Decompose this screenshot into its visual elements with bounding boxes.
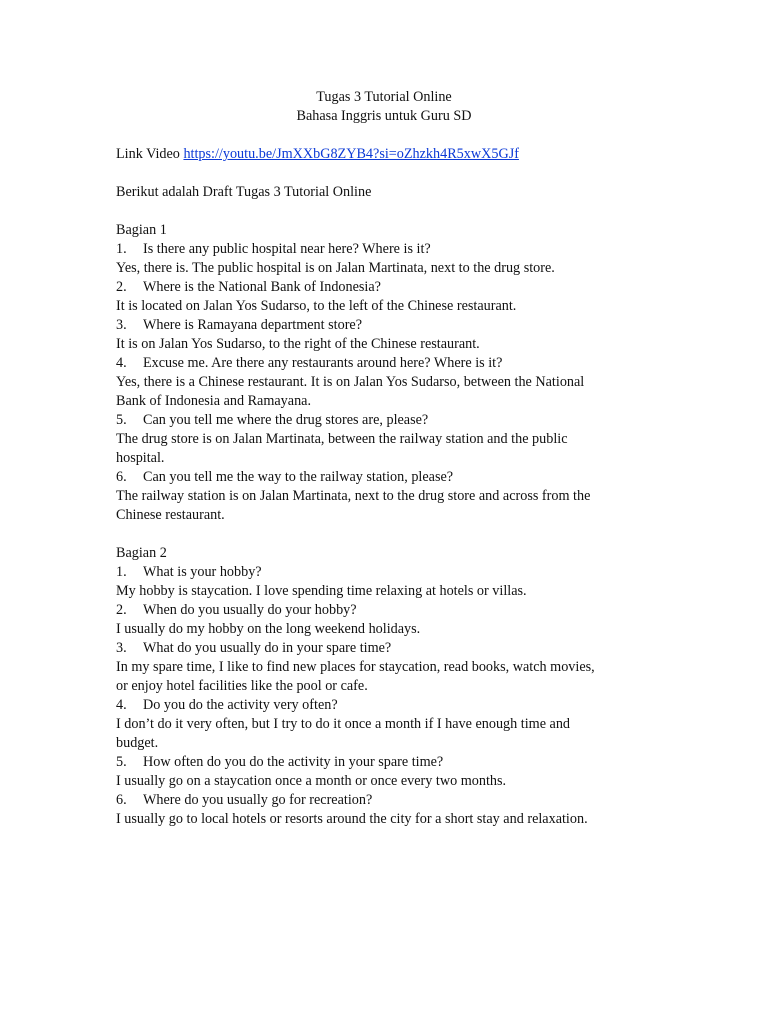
question-line — [116, 240, 656, 259]
spacer — [116, 202, 656, 221]
answer-line: Chinese restaurant. — [116, 507, 225, 523]
answer-line: Yes, there is. The public hospital is on Jalan Martinata, next to the drug store. — [116, 260, 555, 276]
question-text: Can you tell me where the drug stores are, please? — [143, 412, 429, 428]
question-line — [116, 563, 656, 582]
question-text: Is there any public hospital near here? Where is it? — [143, 241, 431, 257]
answer-line: It is on Jalan Yos Sudarso, to the right of the Chinese restaurant. — [116, 336, 480, 352]
question-number: 3. — [116, 317, 127, 333]
answer-line: The railway station is on Jalan Martinata, next to the drug store and across from the — [116, 488, 591, 504]
answer-line: I usually do my hobby on the long weekend holidays. — [116, 621, 421, 637]
question-line — [116, 601, 656, 620]
spacer — [116, 164, 656, 183]
document-subtitle: Bahasa Inggris untuk Guru SD — [296, 108, 472, 124]
video-link[interactable]: https://youtu.be/JmXXbG8ZYB4?si=oZhzkh4R5xwX5GJf — [183, 146, 519, 162]
intro-text: Berikut adalah Draft Tugas 3 Tutorial Online — [116, 184, 372, 200]
question-line — [116, 278, 656, 297]
question-number: 5. — [116, 754, 127, 770]
question-text: Where is Ramayana department store? — [143, 317, 363, 333]
question-line — [116, 753, 656, 772]
answer-line: I usually go on a staycation once a month or once every two months. — [116, 773, 507, 789]
question-line — [116, 468, 656, 487]
answer-line: In my spare time, I like to find new places for staycation, read books, watch movies, — [116, 659, 595, 675]
spacer — [116, 126, 656, 145]
answer-line: Yes, there is a Chinese restaurant. It is on Jalan Yos Sudarso, between the National — [116, 374, 585, 390]
document-body — [116, 88, 656, 829]
section-heading: Bagian 2 — [116, 545, 167, 561]
question-number: 4. — [116, 697, 127, 713]
sections-container — [116, 221, 656, 829]
answer-line: or enjoy hotel facilities like the pool or cafe. — [116, 678, 368, 694]
question-number: 2. — [116, 602, 127, 618]
question-number: 6. — [116, 792, 127, 808]
question-text: What do you usually do in your spare time? — [143, 640, 392, 656]
video-link-label: Link Video — [116, 146, 184, 162]
question-line — [116, 696, 656, 715]
section-heading: Bagian 1 — [116, 222, 167, 238]
question-text: Where do you usually go for recreation? — [143, 792, 373, 808]
question-text: Can you tell me the way to the railway station, please? — [143, 469, 454, 485]
question-text: Do you do the activity very often? — [143, 697, 338, 713]
answer-line: My hobby is staycation. I love spending time relaxing at hotels or villas. — [116, 583, 527, 599]
question-number: 3. — [116, 640, 127, 656]
video-link-row — [116, 145, 656, 164]
question-line — [116, 354, 656, 373]
answer-line: The drug store is on Jalan Martinata, between the railway station and the public — [116, 431, 568, 447]
question-number: 1. — [116, 564, 127, 580]
question-number: 4. — [116, 355, 127, 371]
answer-line: I don’t do it very often, but I try to do it once a month if I have enough time and — [116, 716, 571, 732]
question-text: How often do you do the activity in your spare time? — [143, 754, 444, 770]
answer-line: budget. — [116, 735, 159, 751]
answer-line: I usually go to local hotels or resorts around the city for a short stay and relaxation. — [116, 811, 588, 827]
answer-line: Bank of Indonesia and Ramayana. — [116, 393, 312, 409]
question-number: 6. — [116, 469, 127, 485]
document-title: Tugas 3 Tutorial Online — [316, 89, 452, 105]
question-number: 1. — [116, 241, 127, 257]
spacer — [116, 525, 656, 544]
question-number: 2. — [116, 279, 127, 295]
question-text: Excuse me. Are there any restaurants around here? Where is it? — [143, 355, 503, 371]
question-line — [116, 411, 656, 430]
question-line — [116, 791, 656, 810]
answer-line: hospital. — [116, 450, 165, 466]
question-text: When do you usually do your hobby? — [143, 602, 357, 618]
question-line — [116, 316, 656, 335]
question-text: What is your hobby? — [143, 564, 262, 580]
question-line — [116, 639, 656, 658]
question-text: Where is the National Bank of Indonesia? — [143, 279, 381, 295]
answer-line: It is located on Jalan Yos Sudarso, to the left of the Chinese restaurant. — [116, 298, 517, 314]
question-number: 5. — [116, 412, 127, 428]
